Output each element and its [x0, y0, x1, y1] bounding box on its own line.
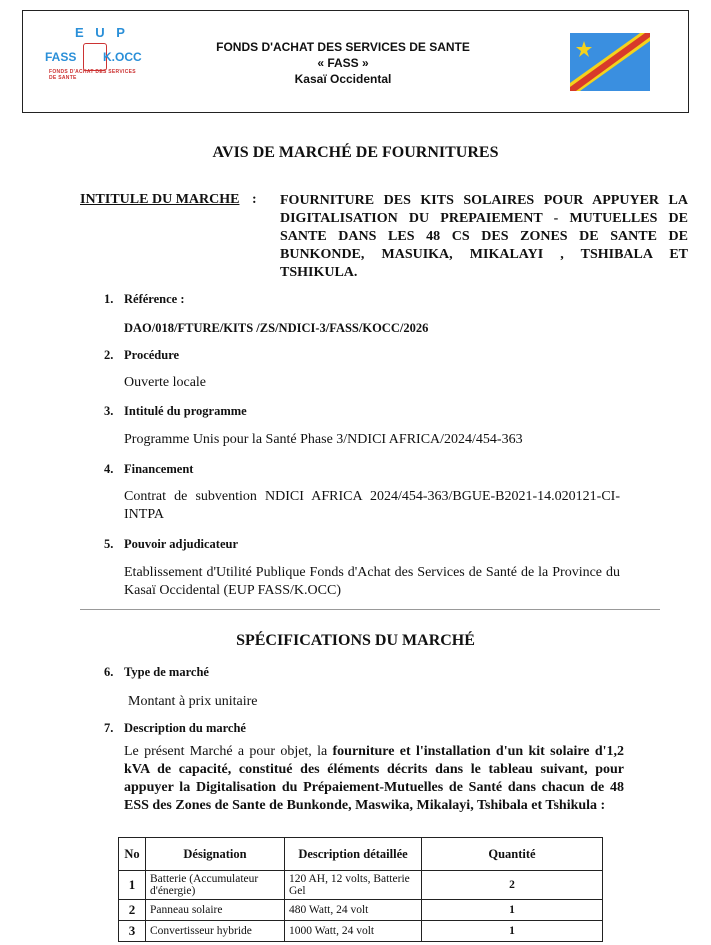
- table-header-row: [119, 838, 603, 871]
- header-designation: Désignation: [146, 838, 285, 871]
- logo-eup-text: E U P: [75, 25, 129, 40]
- row-description: 120 AH, 12 volts, Batterie Gel: [285, 871, 422, 900]
- logo-fass-text: FASS: [45, 50, 77, 64]
- intitule-label: INTITULE DU MARCHE: [80, 192, 240, 207]
- table-row: [119, 871, 603, 900]
- intitule-text: FOURNITURE DES KITS SOLAIRES POUR APPUYER LA DIGITALISATION DU PREPAIEMENT - MUTUELLES DE SANTE DANS LES 48 CS DES ZONES DE SANTE DE BUNKONDE, MASUIKA, MIKALAYI , TSHIBALA ET TSHIKULA.: [280, 193, 688, 280]
- row-designation: Convertisseur hybride: [146, 921, 285, 942]
- row-description: 480 Watt, 24 volt: [285, 900, 422, 921]
- divider: [80, 609, 660, 610]
- type-marche-value: Montant à prix unitaire: [128, 694, 258, 709]
- row-designation: Panneau solaire: [146, 900, 285, 921]
- section-4-title: 4. Financement: [104, 462, 194, 476]
- row-quantite: 2: [422, 871, 603, 900]
- fass-logo: [45, 25, 145, 101]
- procedure-value: Ouverte locale: [124, 375, 207, 390]
- description-bold: fourniture et l'installation d'un kit solaire d'1,2 kVA de capacité, constitué des éléments décrits dans le tableau suivant, pour appuyer la Digitalisation du Prépaiement-Mutuelles de Santé dans chacun de 48 ESS des Zones de Sante de Bunkonde, Maswika, Mikalayi, Tshibala et Tshikula :: [124, 744, 624, 813]
- table-row: [119, 921, 603, 942]
- section-6-title: 6. Type de marché: [104, 665, 209, 679]
- section-2-title: 2. Procédure: [104, 348, 180, 362]
- header-quantite: Quantité: [422, 838, 603, 871]
- financement-value: Contrat de subvention NDICI AFRICA 2024/454-363/BGUE-B2021-14.020121-CI-INTPA: [124, 489, 620, 522]
- row-quantite: 1: [422, 921, 603, 942]
- row-description: 1000 Watt, 24 volt: [285, 921, 422, 942]
- items-table: [118, 837, 603, 942]
- section-5-title: 5. Pouvoir adjudicateur: [104, 537, 239, 551]
- drc-flag-icon: [570, 33, 650, 91]
- notice-title: AVIS DE MARCHÉ DE FOURNITURES: [212, 144, 499, 161]
- letterhead: [22, 10, 689, 113]
- row-no: 3: [119, 921, 146, 942]
- organization-name: [193, 39, 493, 87]
- description-intro: Le présent Marché a pour objet, la: [124, 744, 333, 759]
- description-paragraph: [124, 743, 624, 815]
- row-designation: Batterie (Accumulateur d'énergie): [146, 871, 285, 900]
- row-quantite: 1: [422, 900, 603, 921]
- logo-arc-text: FONDS D'ACHAT DES SERVICES DE SANTE: [49, 69, 136, 81]
- org-line-3: Kasaï Occidental: [294, 72, 392, 86]
- section-7-title: 7. Description du marché: [104, 721, 246, 735]
- spec-title: SPÉCIFICATIONS DU MARCHÉ: [236, 632, 475, 649]
- pouvoir-value: Etablissement d'Utilité Publique Fonds d'Achat des Services de Santé de la Province du Kasaï Occidental (EUP FASS/K.OCC): [124, 565, 620, 598]
- intitule-colon: :: [252, 192, 257, 207]
- row-no: 2: [119, 900, 146, 921]
- programme-value: Programme Unis pour la Santé Phase 3/NDICI AFRICA/2024/454-363: [124, 432, 523, 447]
- table-row: [119, 900, 603, 921]
- reference-value: DAO/018/FTURE/KITS /ZS/NDICI-3/FASS/KOCC/2026: [124, 321, 429, 335]
- header-no: No: [119, 838, 146, 871]
- header-description: Description détaillée: [285, 838, 422, 871]
- section-3-title: 3. Intitulé du programme: [104, 404, 247, 418]
- org-line-1: FONDS D'ACHAT DES SERVICES DE SANTE: [216, 40, 470, 54]
- org-line-2: « FASS »: [317, 56, 369, 70]
- logo-kocc-text: K.OCC: [103, 50, 142, 64]
- row-no: 1: [119, 871, 146, 900]
- section-1-title: 1. Référence :: [104, 292, 185, 306]
